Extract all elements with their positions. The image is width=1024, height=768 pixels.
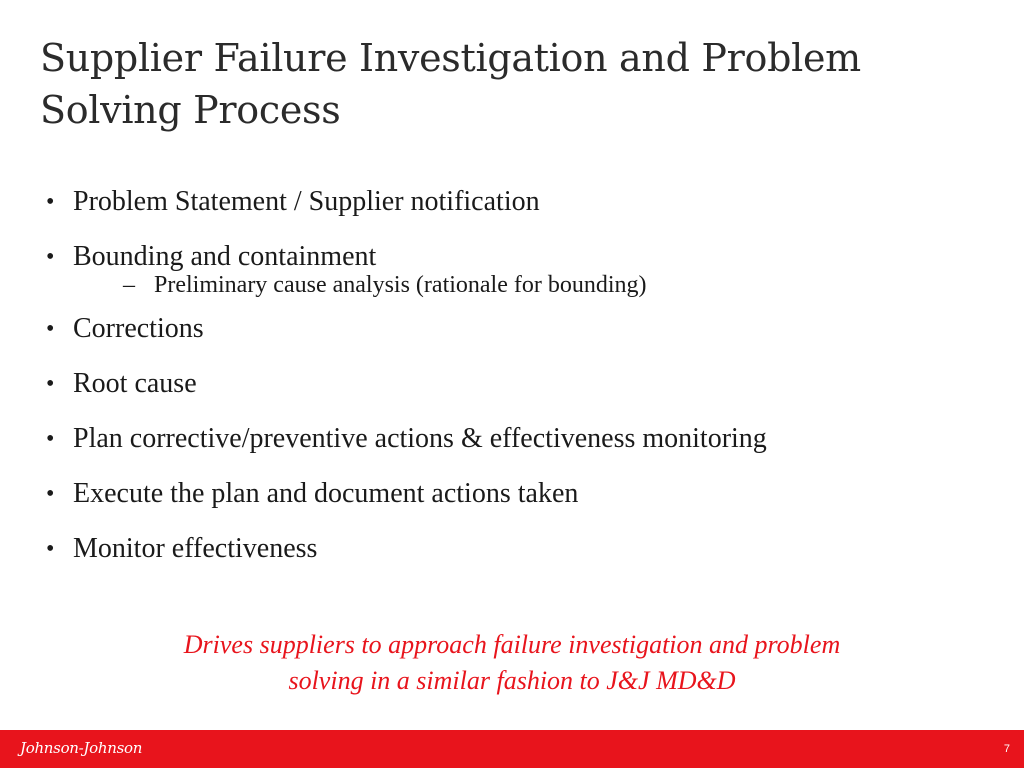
callout-line: Drives suppliers to approach failure investigation and problem	[183, 630, 841, 659]
bullet-item	[46, 475, 976, 513]
bullet-item	[46, 420, 976, 458]
slide-title: Supplier Failure Investigation and Problem Solving Process	[40, 36, 861, 132]
bullet-text: Corrections	[73, 313, 204, 344]
bullet-item	[46, 530, 976, 568]
footer-bar	[0, 730, 1024, 768]
callout-line: solving in a similar fashion to J&J MD&D	[288, 666, 736, 695]
bullet-item	[46, 238, 976, 300]
callout-text	[60, 627, 964, 699]
bullet-text: Plan corrective/preventive actions & effectiveness monitoring	[73, 423, 767, 454]
company-logo: Johnson-Johnson	[20, 739, 143, 757]
page-number: 7	[1003, 743, 1010, 755]
sub-bullet-item: – Preliminary cause analysis (rationale for bounding)	[123, 270, 976, 300]
bullet-text: Problem Statement / Supplier notification	[73, 186, 540, 217]
bullet-text: Monitor effectiveness	[73, 533, 318, 564]
bullet-item	[46, 365, 976, 403]
sub-bullet-list	[73, 270, 976, 300]
bullet-text: Bounding and containment	[73, 241, 377, 272]
bullet-text: Execute the plan and document actions taken	[73, 478, 579, 509]
bullet-item	[46, 183, 976, 221]
bullet-list	[46, 183, 976, 585]
bullet-text: Root cause	[73, 368, 197, 399]
bullet-item	[46, 310, 976, 348]
